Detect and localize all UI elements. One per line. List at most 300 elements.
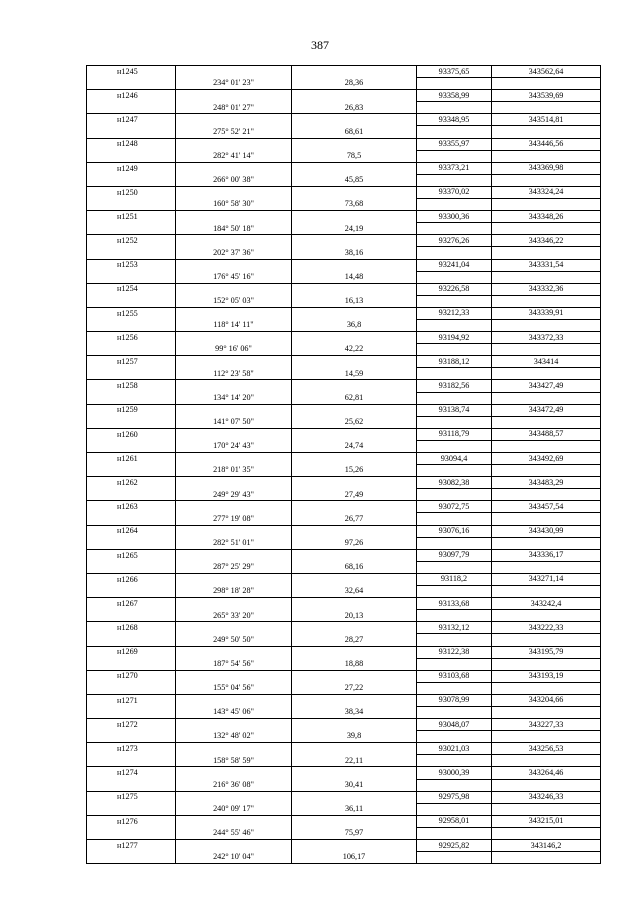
point-row	[87, 186, 601, 198]
empty-cell	[492, 658, 601, 670]
direction-angle: 240° 09' 17"	[176, 803, 292, 815]
segment-row	[87, 706, 601, 718]
empty-cell	[176, 66, 292, 78]
empty-cell	[492, 634, 601, 646]
empty-cell	[492, 440, 601, 452]
empty-cell	[176, 90, 292, 102]
segment-length: 78,5	[292, 150, 417, 162]
empty-cell	[87, 150, 176, 162]
point-name: н1256	[87, 332, 176, 344]
segment-length: 16,13	[292, 295, 417, 307]
empty-cell	[417, 78, 492, 90]
empty-cell	[87, 634, 176, 646]
segment-length: 27,49	[292, 489, 417, 501]
empty-cell	[492, 586, 601, 598]
y-coordinate: 343222,33	[492, 622, 601, 634]
empty-cell	[87, 440, 176, 452]
empty-cell	[87, 199, 176, 211]
x-coordinate: 93300,36	[417, 211, 492, 223]
empty-cell	[417, 634, 492, 646]
empty-cell	[176, 767, 292, 779]
empty-cell	[87, 174, 176, 186]
empty-cell	[492, 682, 601, 694]
point-name: н1245	[87, 66, 176, 78]
direction-angle: 118° 14' 11"	[176, 319, 292, 331]
segment-length: 68,61	[292, 126, 417, 138]
empty-cell	[417, 416, 492, 428]
point-name: н1267	[87, 598, 176, 610]
empty-cell	[87, 392, 176, 404]
segment-row	[87, 295, 601, 307]
segment-row	[87, 610, 601, 622]
segment-row	[87, 126, 601, 138]
direction-angle: 143° 45' 06"	[176, 706, 292, 718]
empty-cell	[492, 126, 601, 138]
direction-angle: 158° 58' 59"	[176, 755, 292, 767]
empty-cell	[176, 573, 292, 585]
y-coordinate: 343324,24	[492, 186, 601, 198]
empty-cell	[417, 731, 492, 743]
empty-cell	[492, 174, 601, 186]
empty-cell	[87, 416, 176, 428]
x-coordinate: 93118,79	[417, 428, 492, 440]
empty-cell	[492, 852, 601, 864]
y-coordinate: 343256,53	[492, 743, 601, 755]
segment-row	[87, 682, 601, 694]
point-row	[87, 162, 601, 174]
y-coordinate: 343348,26	[492, 211, 601, 223]
empty-cell	[176, 186, 292, 198]
x-coordinate: 93194,92	[417, 332, 492, 344]
segment-row	[87, 344, 601, 356]
point-row	[87, 404, 601, 416]
y-coordinate: 343331,54	[492, 259, 601, 271]
point-name: н1249	[87, 162, 176, 174]
y-coordinate: 343472,49	[492, 404, 601, 416]
direction-angle: 152° 05' 03"	[176, 295, 292, 307]
segment-row	[87, 561, 601, 573]
empty-cell	[417, 126, 492, 138]
point-name: н1262	[87, 477, 176, 489]
x-coordinate: 93103,68	[417, 670, 492, 682]
empty-cell	[87, 852, 176, 864]
empty-cell	[417, 102, 492, 114]
empty-cell	[292, 719, 417, 731]
empty-cell	[292, 356, 417, 368]
empty-cell	[292, 404, 417, 416]
segment-length: 15,26	[292, 465, 417, 477]
segment-row	[87, 852, 601, 864]
point-name: н1273	[87, 743, 176, 755]
segment-row	[87, 78, 601, 90]
segment-row	[87, 634, 601, 646]
empty-cell	[292, 138, 417, 150]
empty-cell	[87, 319, 176, 331]
segment-length: 73,68	[292, 199, 417, 211]
x-coordinate: 92975,98	[417, 791, 492, 803]
empty-cell	[87, 537, 176, 549]
point-row	[87, 380, 601, 392]
x-coordinate: 93358,99	[417, 90, 492, 102]
empty-cell	[417, 610, 492, 622]
direction-angle: 155° 04' 56"	[176, 682, 292, 694]
empty-cell	[417, 827, 492, 839]
y-coordinate: 343427,49	[492, 380, 601, 392]
empty-cell	[492, 102, 601, 114]
direction-angle: 132° 48' 02"	[176, 731, 292, 743]
empty-cell	[417, 295, 492, 307]
empty-cell	[292, 525, 417, 537]
point-row	[87, 235, 601, 247]
point-row	[87, 428, 601, 440]
direction-angle: 176° 45' 16"	[176, 271, 292, 283]
empty-cell	[417, 779, 492, 791]
point-name: н1254	[87, 283, 176, 295]
direction-angle: 244° 55' 46"	[176, 827, 292, 839]
y-coordinate: 343430,99	[492, 525, 601, 537]
point-row	[87, 549, 601, 561]
x-coordinate: 93188,12	[417, 356, 492, 368]
point-name: н1275	[87, 791, 176, 803]
empty-cell	[176, 428, 292, 440]
x-coordinate: 93078,99	[417, 694, 492, 706]
empty-cell	[176, 477, 292, 489]
empty-cell	[417, 803, 492, 815]
point-name: н1265	[87, 549, 176, 561]
empty-cell	[292, 90, 417, 102]
direction-angle: 298° 18' 28"	[176, 586, 292, 598]
segment-row	[87, 489, 601, 501]
segment-length: 45,85	[292, 174, 417, 186]
x-coordinate: 93094,4	[417, 453, 492, 465]
empty-cell	[176, 670, 292, 682]
segment-length: 75,97	[292, 827, 417, 839]
empty-cell	[417, 465, 492, 477]
empty-cell	[292, 332, 417, 344]
x-coordinate: 92925,82	[417, 840, 492, 852]
point-name: н1266	[87, 573, 176, 585]
segment-row	[87, 271, 601, 283]
empty-cell	[87, 126, 176, 138]
empty-cell	[176, 549, 292, 561]
empty-cell	[87, 513, 176, 525]
direction-angle: 234° 01' 23"	[176, 78, 292, 90]
empty-cell	[292, 283, 417, 295]
segment-length: 24,74	[292, 440, 417, 452]
point-name: н1257	[87, 356, 176, 368]
empty-cell	[492, 150, 601, 162]
y-coordinate: 343483,29	[492, 477, 601, 489]
empty-cell	[87, 803, 176, 815]
empty-cell	[492, 271, 601, 283]
empty-cell	[176, 283, 292, 295]
empty-cell	[492, 344, 601, 356]
direction-angle: 170° 24' 43"	[176, 440, 292, 452]
empty-cell	[87, 779, 176, 791]
segment-length: 18,88	[292, 658, 417, 670]
empty-cell	[87, 271, 176, 283]
empty-cell	[417, 682, 492, 694]
empty-cell	[417, 537, 492, 549]
empty-cell	[176, 598, 292, 610]
empty-cell	[176, 525, 292, 537]
segment-row	[87, 319, 601, 331]
empty-cell	[292, 453, 417, 465]
x-coordinate: 93118,2	[417, 573, 492, 585]
empty-cell	[417, 561, 492, 573]
empty-cell	[176, 235, 292, 247]
empty-cell	[176, 743, 292, 755]
empty-cell	[87, 295, 176, 307]
empty-cell	[87, 247, 176, 259]
direction-angle: 282° 41' 14"	[176, 150, 292, 162]
direction-angle: 282° 51' 01"	[176, 537, 292, 549]
point-name: н1264	[87, 525, 176, 537]
empty-cell	[176, 114, 292, 126]
empty-cell	[492, 731, 601, 743]
x-coordinate: 93241,04	[417, 259, 492, 271]
empty-cell	[176, 356, 292, 368]
segment-row	[87, 779, 601, 791]
point-row	[87, 791, 601, 803]
empty-cell	[292, 259, 417, 271]
empty-cell	[492, 223, 601, 235]
empty-cell	[87, 731, 176, 743]
empty-cell	[176, 501, 292, 513]
direction-angle: 184° 50' 18"	[176, 223, 292, 235]
segment-length: 28,27	[292, 634, 417, 646]
point-row	[87, 66, 601, 78]
y-coordinate: 343336,17	[492, 549, 601, 561]
y-coordinate: 343339,91	[492, 307, 601, 319]
segment-row	[87, 731, 601, 743]
empty-cell	[417, 174, 492, 186]
segment-row	[87, 174, 601, 186]
empty-cell	[292, 186, 417, 198]
empty-cell	[87, 658, 176, 670]
point-row	[87, 307, 601, 319]
empty-cell	[417, 586, 492, 598]
point-name: н1246	[87, 90, 176, 102]
empty-cell	[417, 852, 492, 864]
empty-cell	[292, 670, 417, 682]
empty-cell	[87, 78, 176, 90]
empty-cell	[492, 706, 601, 718]
empty-cell	[492, 489, 601, 501]
y-coordinate: 343369,98	[492, 162, 601, 174]
y-coordinate: 343242,4	[492, 598, 601, 610]
empty-cell	[176, 840, 292, 852]
point-name: н1253	[87, 259, 176, 271]
x-coordinate: 93212,33	[417, 307, 492, 319]
point-name: н1259	[87, 404, 176, 416]
point-name: н1255	[87, 307, 176, 319]
direction-angle: 202° 37' 36"	[176, 247, 292, 259]
empty-cell	[292, 815, 417, 827]
empty-cell	[417, 489, 492, 501]
empty-cell	[176, 694, 292, 706]
segment-row	[87, 658, 601, 670]
segment-length: 30,41	[292, 779, 417, 791]
point-row	[87, 138, 601, 150]
x-coordinate: 93355,97	[417, 138, 492, 150]
empty-cell	[492, 513, 601, 525]
y-coordinate: 343227,33	[492, 719, 601, 731]
x-coordinate: 92958,01	[417, 815, 492, 827]
segment-length: 38,34	[292, 706, 417, 718]
point-row	[87, 356, 601, 368]
empty-cell	[87, 223, 176, 235]
direction-angle: 112° 23' 58"	[176, 368, 292, 380]
segment-length: 36,8	[292, 319, 417, 331]
empty-cell	[87, 682, 176, 694]
empty-cell	[292, 622, 417, 634]
segment-length: 62,81	[292, 392, 417, 404]
empty-cell	[417, 271, 492, 283]
empty-cell	[176, 259, 292, 271]
empty-cell	[292, 549, 417, 561]
segment-length: 25,62	[292, 416, 417, 428]
segment-row	[87, 440, 601, 452]
direction-angle: 99° 16' 06"	[176, 344, 292, 356]
point-row	[87, 743, 601, 755]
segment-length: 39,8	[292, 731, 417, 743]
point-name: н1251	[87, 211, 176, 223]
y-coordinate: 343372,33	[492, 332, 601, 344]
y-coordinate: 343514,81	[492, 114, 601, 126]
empty-cell	[492, 78, 601, 90]
y-coordinate: 343539,69	[492, 90, 601, 102]
empty-cell	[292, 791, 417, 803]
segment-row	[87, 102, 601, 114]
empty-cell	[417, 658, 492, 670]
segment-length: 14,48	[292, 271, 417, 283]
x-coordinate: 93133,68	[417, 598, 492, 610]
segment-length: 28,36	[292, 78, 417, 90]
segment-row	[87, 416, 601, 428]
empty-cell	[492, 610, 601, 622]
empty-cell	[292, 646, 417, 658]
point-row	[87, 332, 601, 344]
segment-row	[87, 368, 601, 380]
segment-length: 22,11	[292, 755, 417, 767]
empty-cell	[176, 719, 292, 731]
point-row	[87, 211, 601, 223]
segment-length: 97,26	[292, 537, 417, 549]
direction-angle: 141° 07' 50"	[176, 416, 292, 428]
direction-angle: 187° 54' 56"	[176, 658, 292, 670]
point-name: н1247	[87, 114, 176, 126]
x-coordinate: 93373,21	[417, 162, 492, 174]
empty-cell	[292, 66, 417, 78]
empty-cell	[492, 319, 601, 331]
empty-cell	[292, 573, 417, 585]
x-coordinate: 93097,79	[417, 549, 492, 561]
point-name: н1263	[87, 501, 176, 513]
point-row	[87, 815, 601, 827]
empty-cell	[176, 404, 292, 416]
empty-cell	[417, 440, 492, 452]
coordinates-table-body	[87, 66, 601, 864]
segment-length: 36,11	[292, 803, 417, 815]
empty-cell	[176, 622, 292, 634]
empty-cell	[87, 827, 176, 839]
point-name: н1250	[87, 186, 176, 198]
empty-cell	[492, 392, 601, 404]
empty-cell	[417, 513, 492, 525]
direction-angle: 242° 10' 04"	[176, 852, 292, 864]
empty-cell	[292, 380, 417, 392]
x-coordinate: 93370,02	[417, 186, 492, 198]
empty-cell	[492, 199, 601, 211]
empty-cell	[492, 803, 601, 815]
point-name: н1274	[87, 767, 176, 779]
page-number: 387	[311, 38, 329, 52]
empty-cell	[176, 380, 292, 392]
direction-angle: 287° 25' 29"	[176, 561, 292, 573]
point-name: н1269	[87, 646, 176, 658]
y-coordinate: 343332,36	[492, 283, 601, 295]
point-name: н1261	[87, 453, 176, 465]
point-row	[87, 694, 601, 706]
point-name: н1270	[87, 670, 176, 682]
empty-cell	[292, 840, 417, 852]
segment-row	[87, 223, 601, 235]
point-name: н1272	[87, 719, 176, 731]
empty-cell	[417, 368, 492, 380]
empty-cell	[292, 477, 417, 489]
segment-row	[87, 755, 601, 767]
empty-cell	[417, 706, 492, 718]
empty-cell	[492, 755, 601, 767]
point-row	[87, 477, 601, 489]
segment-length: 38,16	[292, 247, 417, 259]
direction-angle: 249° 29' 43"	[176, 489, 292, 501]
point-name: н1258	[87, 380, 176, 392]
x-coordinate: 93000,39	[417, 767, 492, 779]
empty-cell	[292, 501, 417, 513]
direction-angle: 249° 50' 50"	[176, 634, 292, 646]
segment-length: 68,16	[292, 561, 417, 573]
segment-length: 27,22	[292, 682, 417, 694]
x-coordinate: 93276,26	[417, 235, 492, 247]
point-row	[87, 114, 601, 126]
empty-cell	[292, 743, 417, 755]
empty-cell	[292, 162, 417, 174]
empty-cell	[417, 150, 492, 162]
point-row	[87, 525, 601, 537]
point-row	[87, 573, 601, 585]
y-coordinate: 343488,57	[492, 428, 601, 440]
empty-cell	[176, 138, 292, 150]
empty-cell	[492, 416, 601, 428]
y-coordinate: 343492,69	[492, 453, 601, 465]
y-coordinate: 343446,56	[492, 138, 601, 150]
segment-row	[87, 465, 601, 477]
empty-cell	[417, 199, 492, 211]
point-name: н1277	[87, 840, 176, 852]
empty-cell	[417, 247, 492, 259]
x-coordinate: 93375,65	[417, 66, 492, 78]
direction-angle: 266° 00' 38"	[176, 174, 292, 186]
point-row	[87, 622, 601, 634]
empty-cell	[87, 755, 176, 767]
y-coordinate: 343215,01	[492, 815, 601, 827]
empty-cell	[292, 211, 417, 223]
empty-cell	[292, 767, 417, 779]
empty-cell	[492, 465, 601, 477]
x-coordinate: 93138,74	[417, 404, 492, 416]
